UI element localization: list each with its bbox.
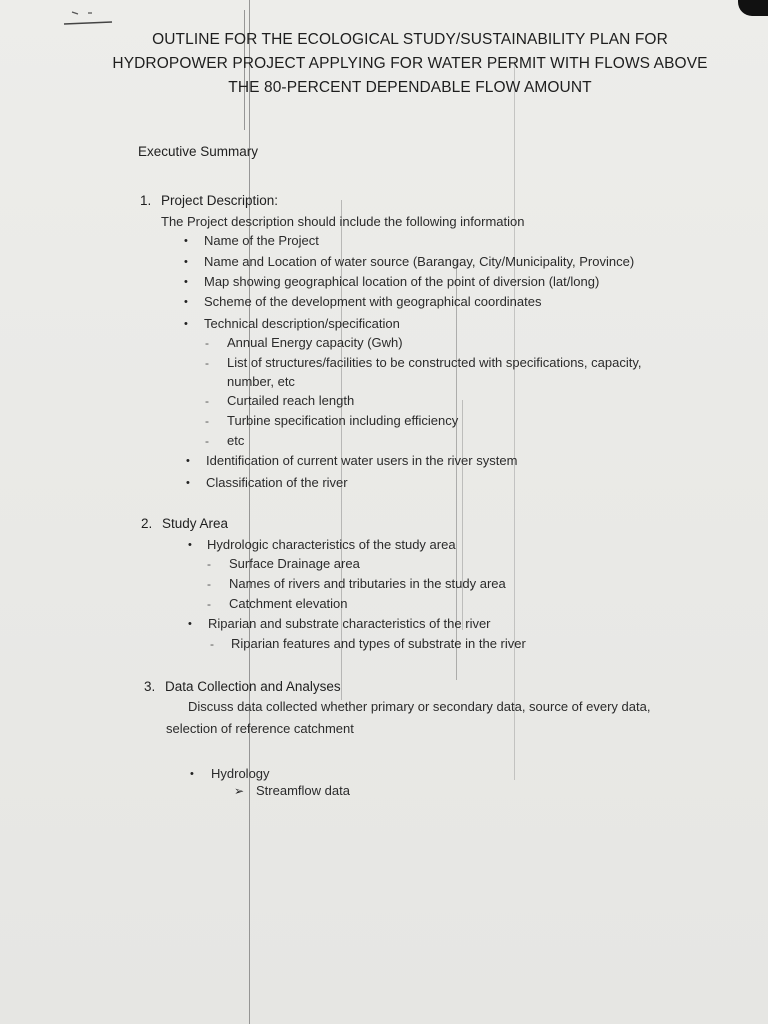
bullet-icon: • [184, 296, 188, 308]
bullet-icon: • [184, 256, 188, 268]
arrow-bullet-icon: ➢ [234, 784, 245, 798]
title-line-1: OUTLINE FOR THE ECOLOGICAL STUDY/SUSTAINABILITY PLAN FOR [152, 31, 668, 48]
title-line-2: HYDROPOWER PROJECT APPLYING FOR WATER PERMIT WITH FLOWS ABOVE [112, 55, 708, 72]
dash-icon: - [205, 336, 209, 350]
section-1-number: 1. [140, 193, 152, 208]
executive-summary-heading: Executive Summary [138, 144, 259, 159]
section-3-paragraph-line-2: selection of reference catchment [166, 721, 354, 736]
section-1-item: Classification of the river [206, 475, 348, 490]
dash-icon: - [205, 356, 209, 370]
section-1-item: Technical description/specification [204, 316, 400, 331]
section-1-subitem: List of structures/facilities to be constructed with specifications, capacity, [227, 355, 642, 370]
section-1-subitem: Turbine specification including efficiency [227, 413, 459, 428]
section-2-heading: Study Area [162, 516, 229, 531]
bullet-icon: • [186, 455, 190, 467]
dash-icon: - [205, 394, 209, 408]
section-2-number: 2. [141, 516, 153, 531]
section-2-subitem: Surface Drainage area [229, 556, 360, 571]
section-3-paragraph-line-1: Discuss data collected whether primary or secondary data, source of every data, [188, 699, 651, 714]
scan-corner-mark [738, 0, 768, 16]
section-1-intro: The Project description should include the following information [161, 214, 525, 229]
section-3-heading: Data Collection and Analyses [165, 679, 341, 694]
section-1-subitem: Curtailed reach length [227, 393, 355, 408]
bullet-icon: • [188, 618, 192, 630]
section-1-subitem: Annual Energy capacity (Gwh) [227, 335, 403, 350]
dash-icon: - [210, 637, 214, 651]
dash-icon: - [205, 414, 209, 428]
section-3-subitem: Streamflow data [256, 783, 350, 798]
section-2-item: Hydrologic characteristics of the study area [207, 537, 456, 552]
scan-vertical-line [462, 400, 463, 630]
scan-scribble-mark [62, 8, 118, 26]
bullet-icon: • [184, 318, 188, 330]
dash-icon: - [207, 577, 211, 591]
section-1-heading: Project Description: [161, 193, 279, 208]
bullet-icon: • [184, 276, 188, 288]
section-2-subitem: Catchment elevation [229, 596, 348, 611]
section-1-subitem: etc [227, 433, 245, 448]
section-1-item: Scheme of the development with geographical coordinates [204, 294, 542, 309]
section-2-subitem: Riparian features and types of substrate in the river [231, 636, 526, 651]
bullet-icon: • [186, 477, 190, 489]
dash-icon: - [205, 434, 209, 448]
title-line-3: THE 80-PERCENT DEPENDABLE FLOW AMOUNT [228, 79, 592, 96]
section-1-item: Name of the Project [204, 233, 319, 248]
section-1-item: Map showing geographical location of the point of diversion (lat/long) [204, 274, 600, 289]
section-3-item: Hydrology [211, 766, 270, 781]
section-3-number: 3. [144, 679, 156, 694]
bullet-icon: • [190, 768, 194, 780]
document-title [100, 28, 720, 100]
dash-icon: - [207, 557, 211, 571]
bullet-icon: • [184, 235, 188, 247]
section-1-item: Name and Location of water source (Barangay, City/Municipality, Province) [204, 254, 635, 269]
bullet-icon: • [188, 539, 192, 551]
section-2-item: Riparian and substrate characteristics of the river [208, 616, 491, 631]
section-1-item: Identification of current water users in the river system [206, 453, 518, 468]
dash-icon: - [207, 597, 211, 611]
section-1-subitem-continuation: number, etc [227, 374, 295, 389]
scan-vertical-line [514, 60, 515, 780]
section-2-subitem: Names of rivers and tributaries in the study area [229, 576, 506, 591]
